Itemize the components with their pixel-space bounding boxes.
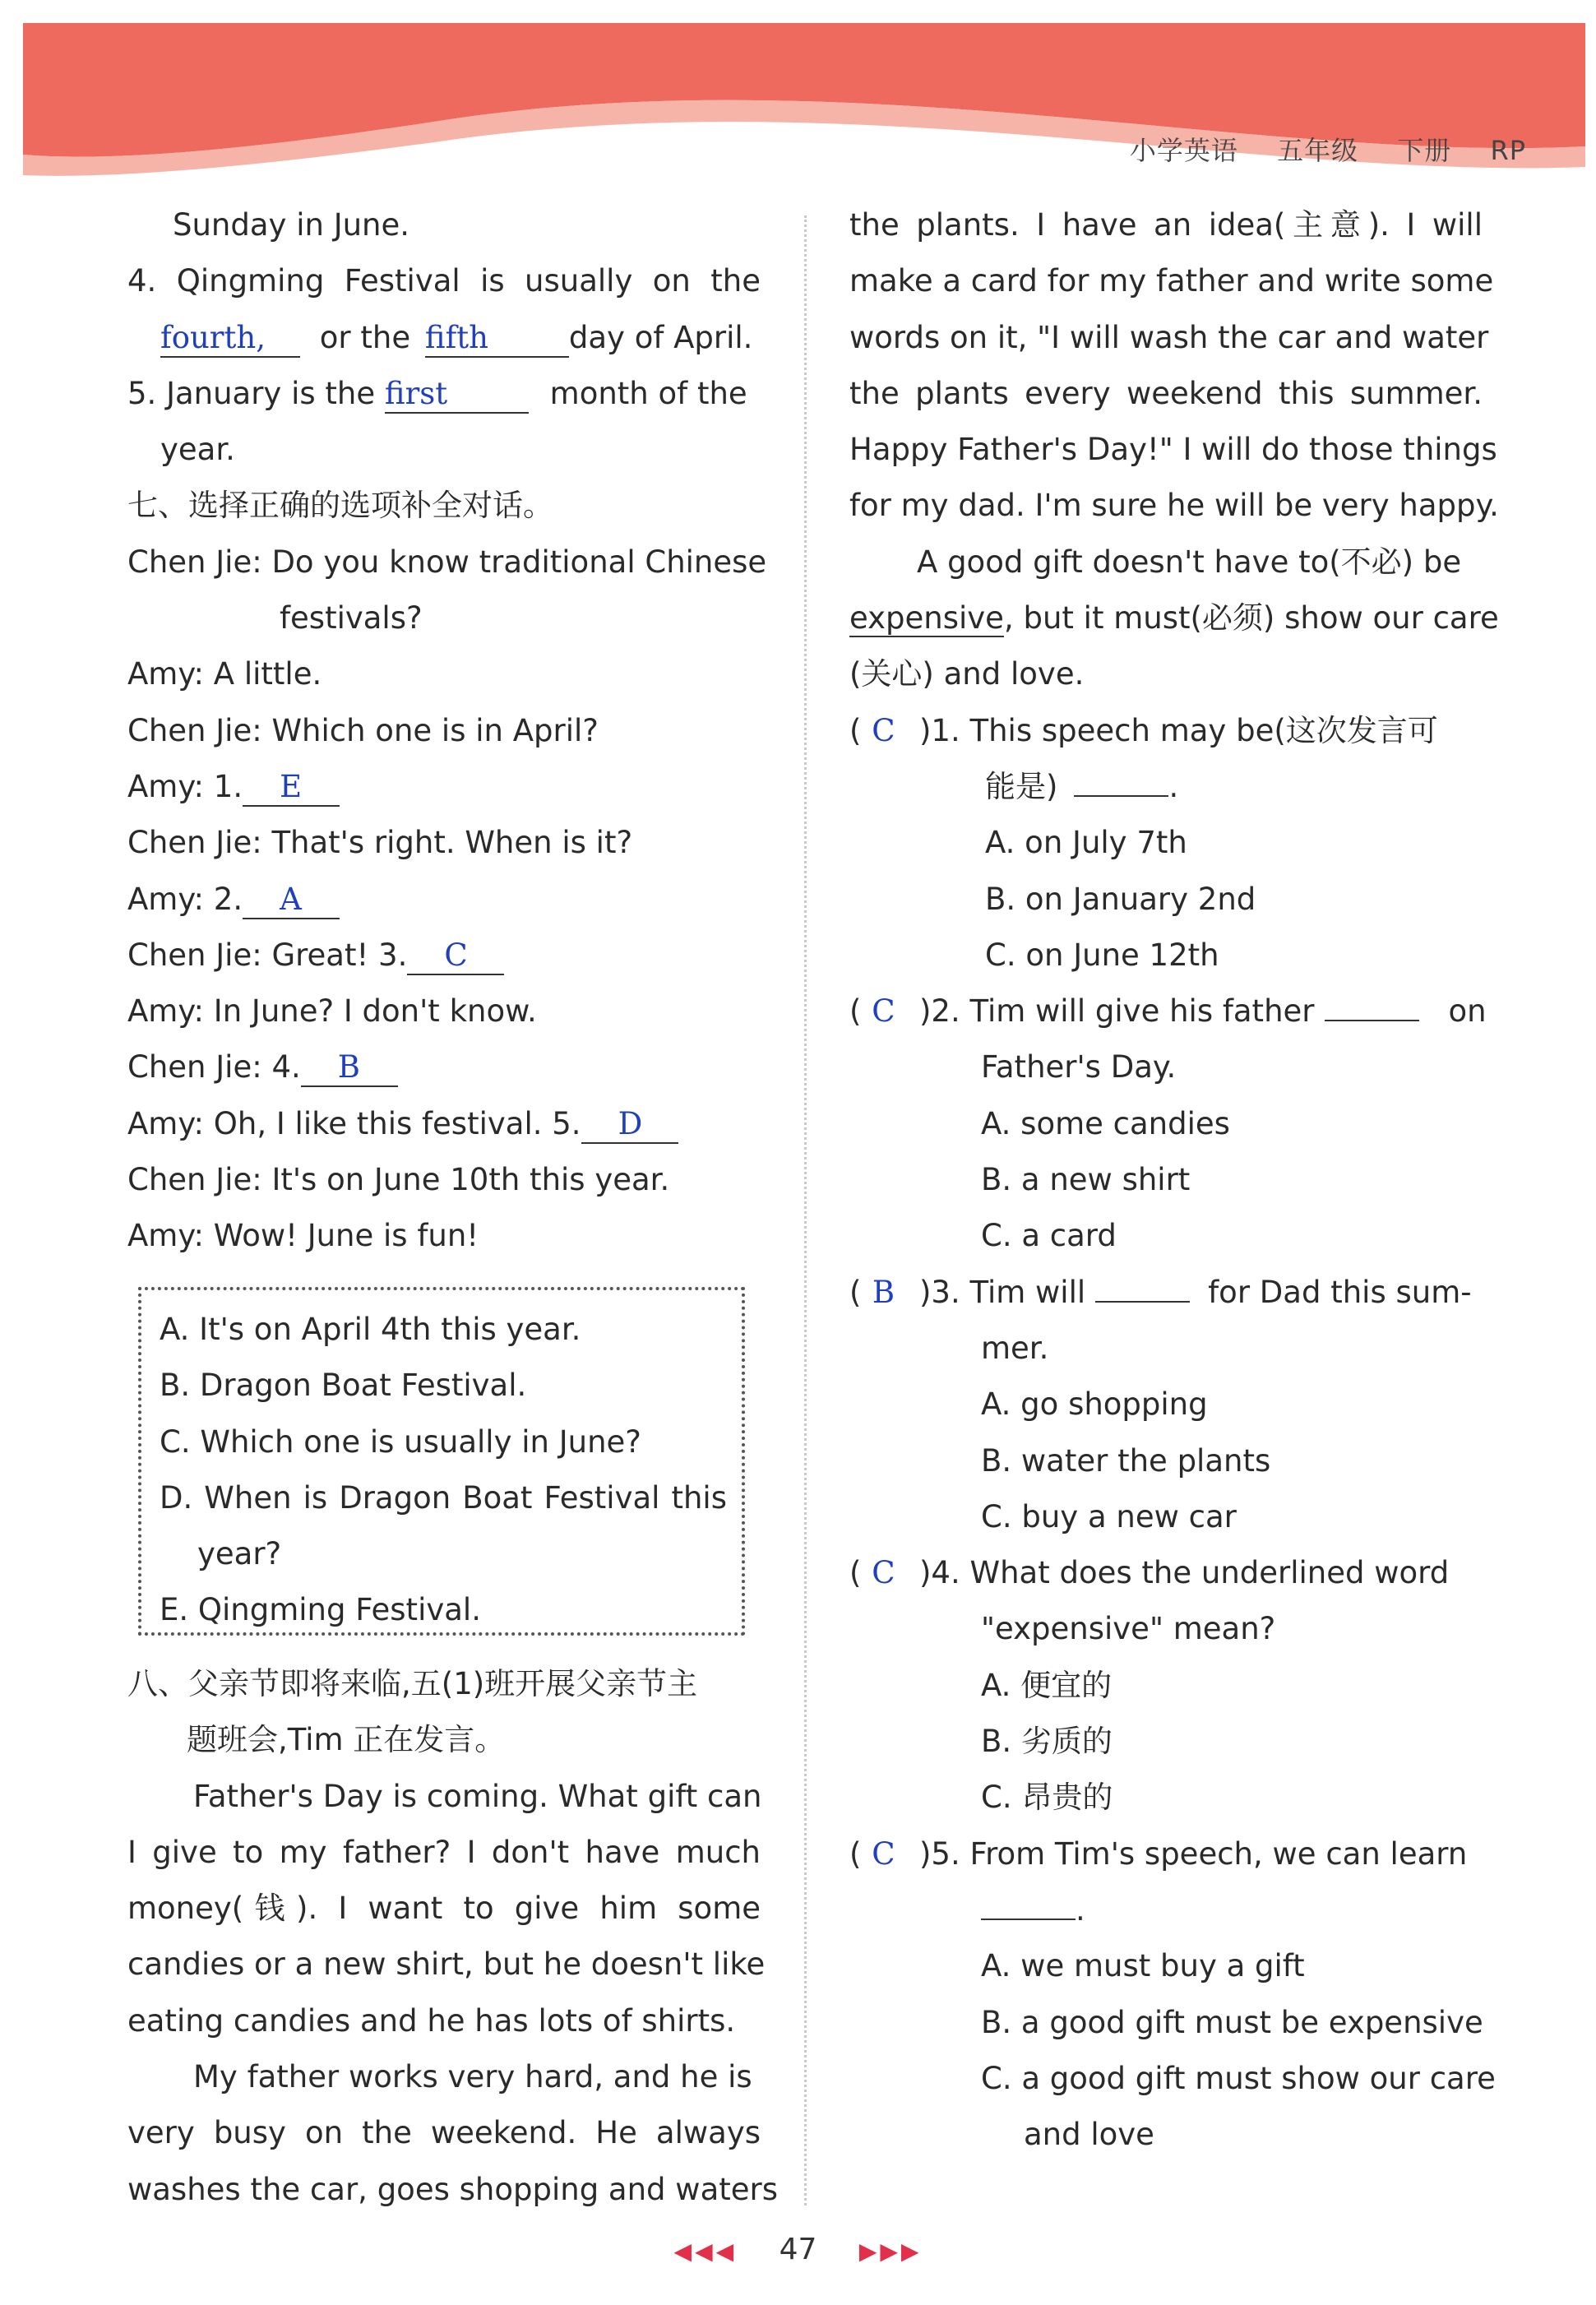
dialog-line: Chen Jie: It's on June 10th this year. [127,1162,670,1198]
section-8-title-cont: 题班会,Tim 正在发言。 [187,1722,506,1758]
passage-line: My father works very hard, and he is [193,2059,752,2095]
option-e: E. Qingming Festival. [160,1592,481,1628]
passage-line: candies or a new shirt, but he doesn't like [127,1946,766,1983]
text-line: Sunday in June. [173,207,410,243]
left-column [127,197,767,1265]
question-2-cont: Father's Day. [981,1049,1177,1085]
question-3: ( B )3. Tim will for Dad this sum- [849,1265,1483,1321]
option-line: C. a card [981,1218,1117,1254]
passage-line: the plants every weekend this summer. [849,375,1483,411]
option-line: A. on July 7th [985,825,1187,861]
section-8 [127,1656,779,2218]
question-4-line: 4. Qingming Festival is usually on the [127,263,761,299]
page-footer [0,2233,1596,2266]
option-line: A. we must buy a gift [981,1948,1305,1984]
header-grade: 五年级 [1277,135,1359,166]
option-line: B. 劣质的 [981,1724,1113,1760]
dialog-line: festivals? [280,600,423,636]
underlined-word: expensive [849,600,1004,636]
option-b: B. Dragon Boat Festival. [160,1368,527,1404]
dialog-line: Amy: Wow! June is fun! [127,1218,479,1254]
left-arrows-icon: ◀◀◀ [673,2238,738,2265]
option-c: C. Which one is usually in June? [160,1423,641,1460]
header-edition: RP [1490,135,1526,166]
answer-mark: B [872,1274,895,1310]
option-line: C. 昂贵的 [981,1780,1113,1816]
column-divider [804,215,807,2205]
question-4-cont: "expensive" mean? [981,1611,1276,1647]
option-line: B. a new shirt [981,1162,1191,1198]
answer-blank [981,1882,1076,1920]
passage-line: words on it, "I will wash the car and water [849,319,1489,355]
option-line: A. 便宜的 [981,1667,1113,1703]
answer-blank: fifth [425,320,569,358]
right-column [849,197,1499,2163]
passage-line: money(钱). I want to give him some [127,1891,761,1927]
passage-line: Father's Day is coming. What gift can [193,1778,762,1814]
answer-mark: C [872,1555,895,1591]
dialog-line: Chen Jie: That's right. When is it? [127,825,633,861]
question-4: ( C )4. What does the underlined word [849,1545,1483,1601]
question-2: ( C )2. Tim will give his father on [849,984,1483,1039]
answer-blank: B [301,1049,398,1087]
option-line: A. some candies [981,1105,1230,1141]
question-5-line: 5. January is the first month of the [127,366,761,422]
dialog-line: Chen Jie: 4. B [127,1039,761,1095]
question-5-cont: . [849,1882,1483,1938]
question-3-cont: mer. [981,1330,1049,1366]
passage-line: expensive, but it must(必须) show our care [849,600,1499,636]
section-8-title: 八、父亲节即将来临,五(1)班开展父亲节主 [127,1666,698,1701]
passage-line: (关心) and love. [849,656,1085,692]
answer-blank [1325,984,1419,1021]
option-line: C. buy a new car [981,1498,1237,1534]
options-box [138,1287,745,1636]
dialog-line: Amy: A little. [127,656,322,692]
option-line: B. water the plants [981,1442,1271,1479]
right-arrows-icon: ▶▶▶ [858,2238,923,2265]
passage-line: the plants. I have an idea(主意). I will [849,207,1483,243]
dialog-line: Amy: 1. E [127,759,761,815]
answer-blank: A [243,882,340,919]
dialog-line: Chen Jie: Which one is in April? [127,712,599,748]
answer-blank: first [385,376,529,414]
dialog-line: Amy: In June? I don't know. [127,993,537,1030]
answer-blank [1095,1265,1190,1303]
option-d: D. When is Dragon Boat Festival this [160,1479,727,1516]
option-line: B. a good gift must be expensive [981,2004,1483,2040]
dialog-line: Amy: Oh, I like this festival. 5. D [127,1096,761,1152]
passage-line: eating candies and he has lots of shirts. [127,2002,736,2039]
passage-line: very busy on the weekend. He always [127,2115,761,2151]
passage-line: I give to my father? I don't have much [127,1834,761,1870]
option-line: and love [1024,2117,1154,2153]
passage-line: for my dad. I'm sure he will be very happy. [849,488,1499,524]
passage-line: washes the car, goes shopping and waters [127,2171,779,2207]
question-4-answers: fourth, or the fifth day of April. [127,310,761,366]
dialog-line: Chen Jie: Great! 3. C [127,928,761,984]
question-1: ( C )1. This speech may be(这次发言可 [849,703,1483,759]
dialog-line: Amy: 2. A [127,872,761,928]
answer-blank [1074,759,1168,797]
answer-blank: E [243,769,340,807]
answer-mark: C [872,712,895,748]
option-line: C. on June 12th [985,937,1219,973]
option-line: C. a good gift must show our care [981,2060,1496,2096]
answer-mark: C [872,1835,895,1872]
question-5-cont: year. [160,432,235,468]
header-volume: 下册 [1397,135,1452,166]
question-5: ( C )5. From Tim's speech, we can learn [849,1826,1483,1882]
option-a: A. It's on April 4th this year. [160,1312,581,1347]
answer-mark: C [872,993,895,1030]
question-1-cont: 能是) . [849,759,1483,815]
passage-line: A good gift doesn't have to(不必) be [917,544,1462,580]
option-line: A. go shopping [981,1386,1208,1423]
answer-blank: fourth, [160,320,300,358]
dialog-line: Chen Jie: Do you know traditional Chinese [127,544,767,580]
passage-line: make a card for my father and write some [849,263,1494,299]
header-label [1100,130,1526,168]
page-header [23,23,1585,187]
section-7-title: 七、选择正确的选项补全对话。 [127,488,553,524]
answer-blank: C [407,937,504,975]
option-d-cont: year? [197,1536,282,1572]
header-subject: 小学英语 [1129,135,1238,166]
passage-line: Happy Father's Day!" I will do those things [849,432,1497,468]
option-line: B. on January 2nd [985,881,1256,917]
answer-blank: D [581,1106,678,1144]
page-number: 47 [779,2233,817,2266]
